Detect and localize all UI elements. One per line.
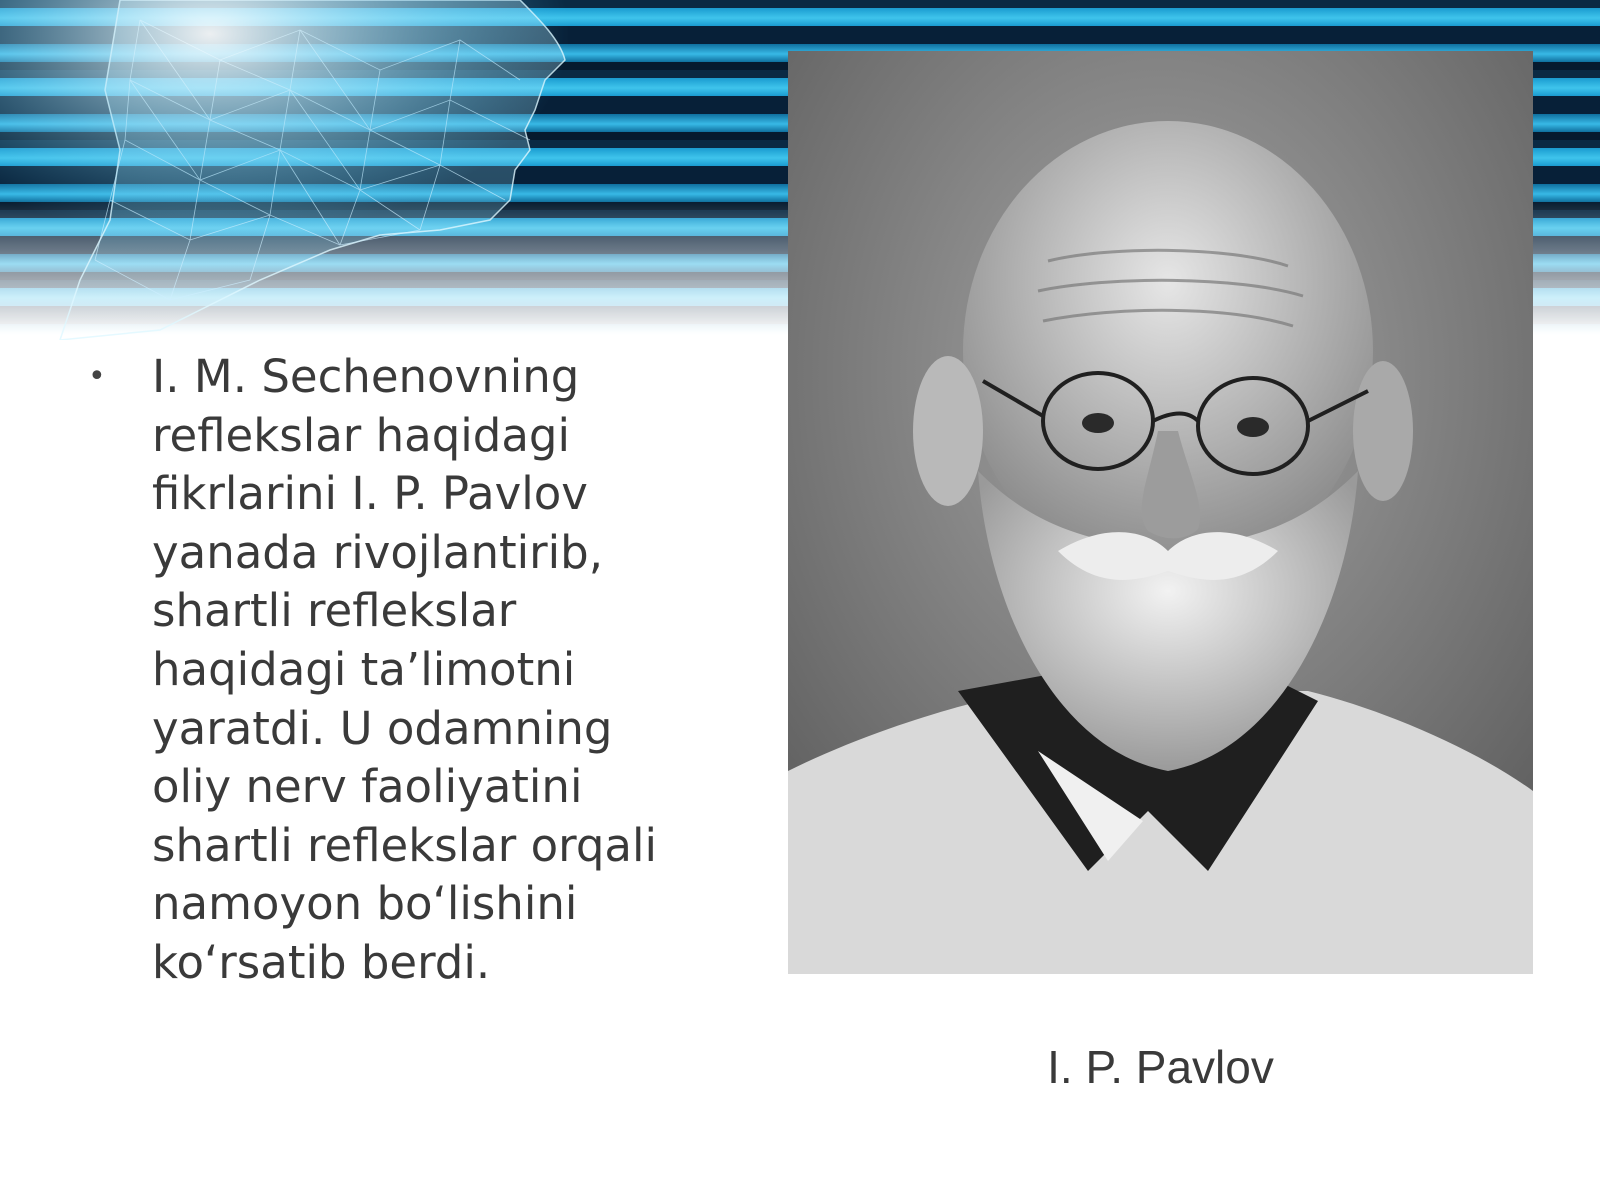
portrait-photo — [788, 51, 1533, 974]
portrait-illustration — [788, 51, 1533, 974]
bullet-text: I. M. Sechenovning reflekslar haqidagi fikrlarini I. P. Pavlov yanada rivojlantirib, shartli reflekslar haqidagi ta’limotni yaratdi. U odamning oliy nerv faoliyatini shartli reflekslar orqali namoyon bo‘lishini ko‘rsatib berdi. — [152, 350, 657, 989]
portrait-caption: I. P. Pavlov — [1047, 1041, 1274, 1093]
wireframe-head-graphic — [0, 0, 600, 340]
bullet-list — [88, 348, 708, 993]
bullet-marker: • — [88, 359, 106, 394]
bullet-item — [88, 348, 708, 993]
